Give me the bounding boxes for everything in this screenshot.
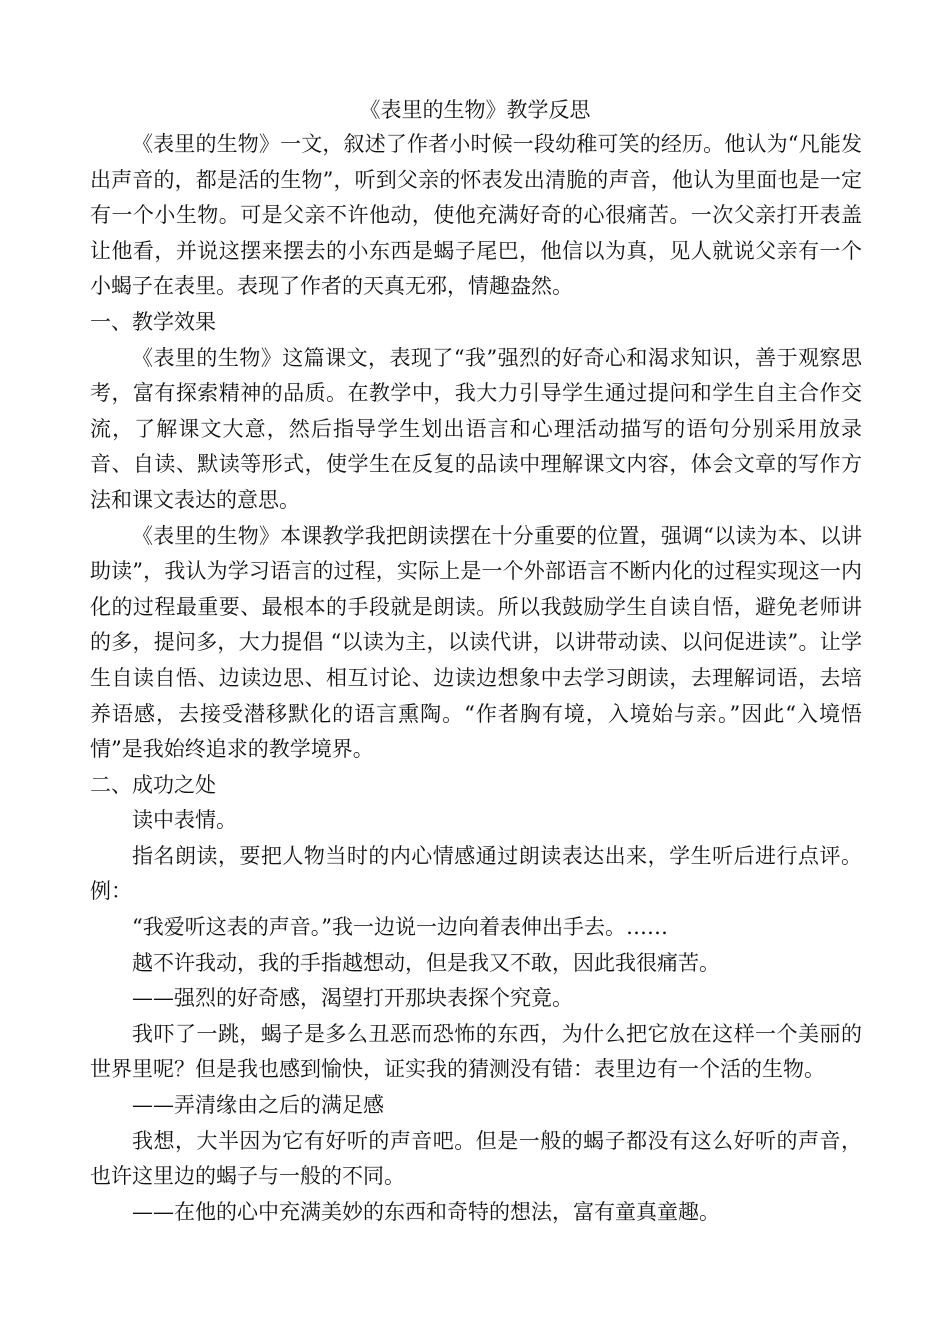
quote-line: “我爱听这表的声音。”我一边说一边向着表伸出手去。…… <box>132 915 668 940</box>
document-body <box>90 127 862 1230</box>
paragraph: 指名朗读，要把人物当时的内心情感通过朗读表达出来，学生听后进行点评。例： <box>90 843 862 904</box>
quote-line: 我想，大半因为它有好听的声音吧。但是一般的蝎子都没有这么好听的声音，也许这里边的蝎子与一般的不同。 <box>90 1128 862 1189</box>
document-title: 《表里的生物》教学反思 <box>359 98 591 122</box>
paragraph: 《表里的生物》本课教学我把朗读摆在十分重要的位置，强调“以读为本、以讲助读”，我认为学习语言的过程，实际上是一个外部语言不断内化的过程实现这一内化的过程最重要、最根本的手段就是朗读。所以我鼓励学生自读自悟，避免老师讲的多，提问多，大力提倡 “以读为主，以读代讲，以讲带动读、以问促进读”。让学生自读自悟、边读边思、相互讨论、边读边想象中去学习朗读，去理解词语，去培养语感，去接受潜移默化的语言熏陶。“作者胸有境，入境始与亲。”因此“入境悟情”是我始终追求的教学境界。 <box>90 523 862 762</box>
section-heading-successes: 二、成功之处 <box>90 772 216 797</box>
paragraph: 《表里的生物》这篇课文，表现了“我”强烈的好奇心和渴求知识，善于观察思考，富有探索精神的品质。在教学中，我大力引导学生通过提问和学生自主合作交流，了解课文大意，然后指导学生划出语言和心理活动描写的语句分别采用放录音、自读、默读等形式，使学生在反复的品读中理解课文内容，体会文章的写作方法和课文表达的意思。 <box>90 345 862 512</box>
commentary-line: ——弄清缘由之后的满足感 <box>132 1093 384 1118</box>
commentary-line: ——强烈的好奇感，渴望打开那块表探个究竟。 <box>132 986 573 1011</box>
paragraph: 读中表情。 <box>132 808 237 833</box>
commentary-line: ——在他的心中充满美妙的东西和奇特的想法，富有童真童趣。 <box>132 1199 720 1224</box>
intro-paragraph: 《表里的生物》一文，叙述了作者小时候一段幼稚可笑的经历。他认为“凡能发出声音的，都是活的生物”，听到父亲的怀表发出清脆的声音，他认为里面也是一定有一个小生物。可是父亲不许他动，使他充满好奇的心很痛苦。一次父亲打开表盖让他看，并说这摆来摆去的小东西是蝎子尾巴，他信以为真，见人就说父亲有一个小蝎子在表里。表现了作者的天真无邪，情趣盎然。 <box>90 132 862 299</box>
quote-line: 我吓了一跳，蝎子是多么丑恶而恐怖的东西，为什么把它放在这样一个美丽的世界里呢？但是我也感到愉快，证实我的猜测没有错：表里边有一个活的生物。 <box>90 1021 862 1082</box>
quote-line: 越不许我动，我的手指越想动，但是我又不敢，因此我很痛苦。 <box>132 950 720 975</box>
section-heading-teaching-effect: 一、教学效果 <box>90 309 216 334</box>
